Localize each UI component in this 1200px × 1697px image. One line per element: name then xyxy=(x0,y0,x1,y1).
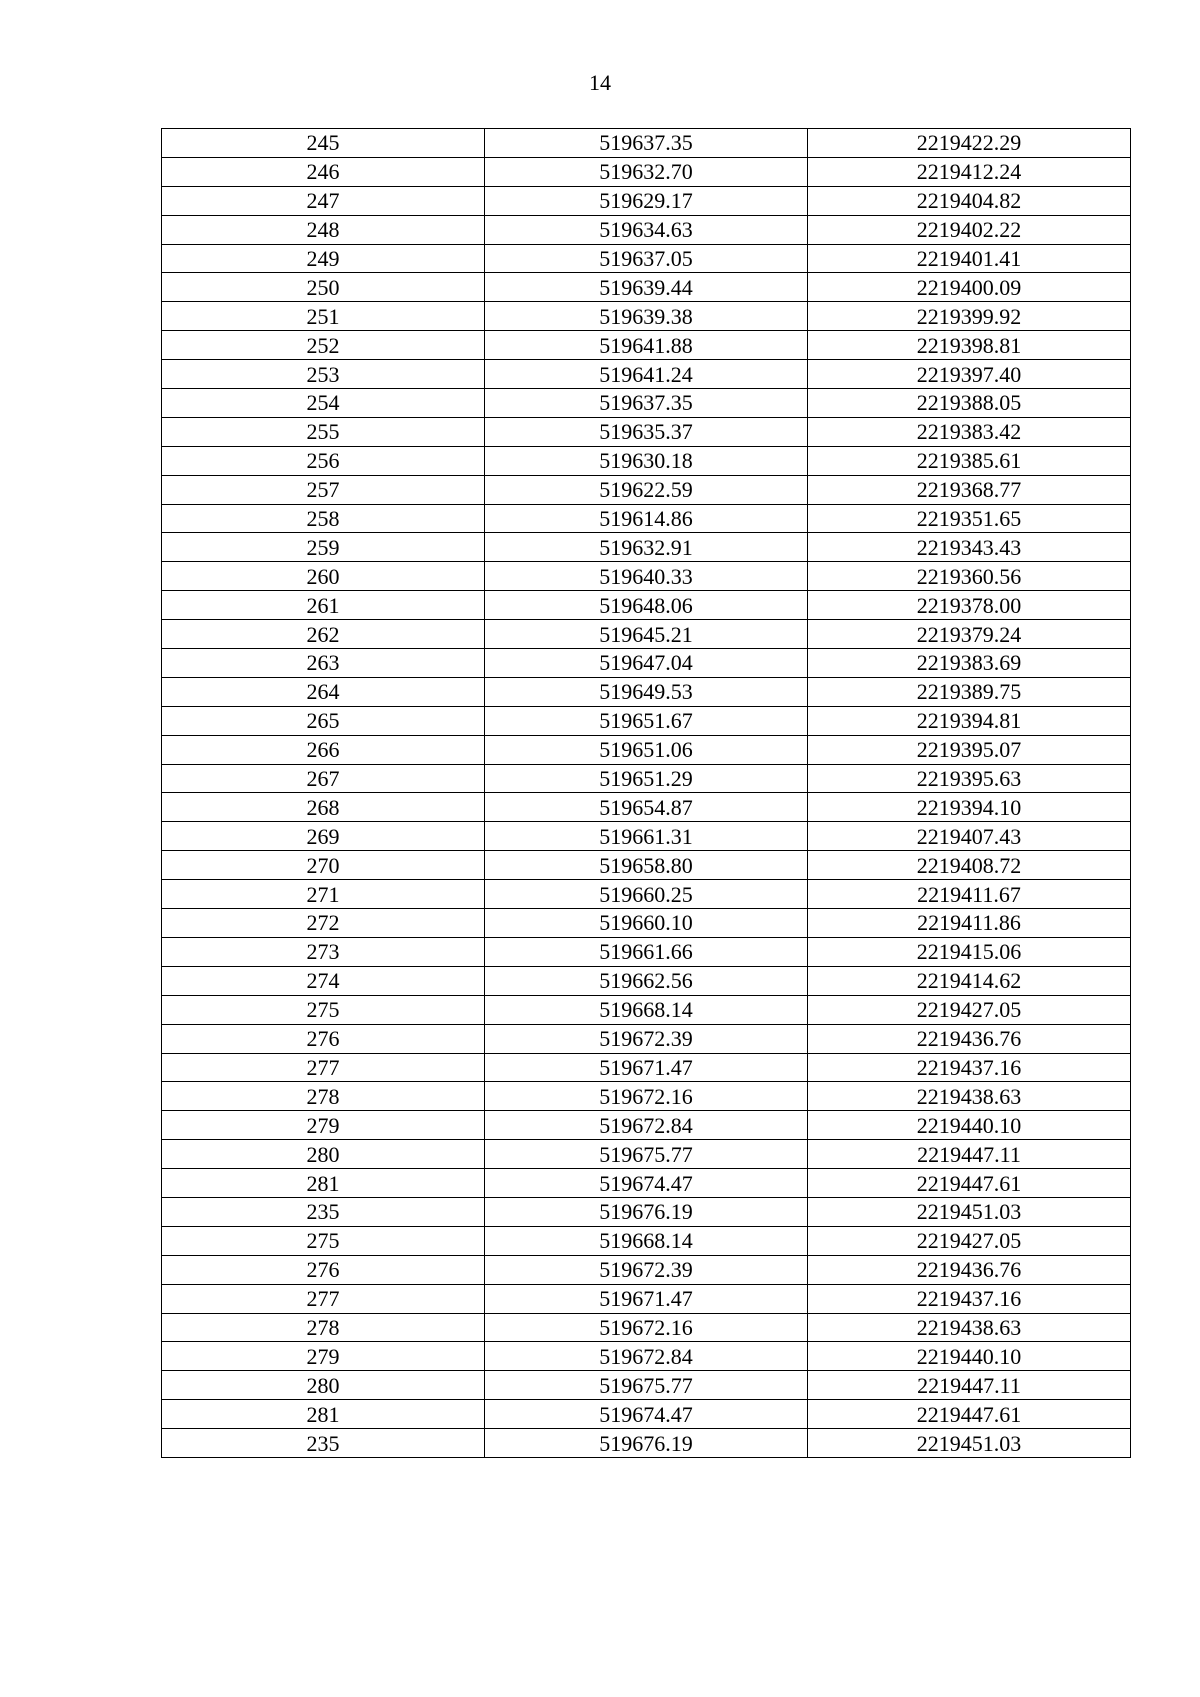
point-number-cell: 246 xyxy=(162,157,485,186)
table-row xyxy=(162,706,1131,735)
table-row xyxy=(162,735,1131,764)
y-coordinate-cell: 2219385.61 xyxy=(808,446,1131,475)
y-coordinate-cell: 2219447.61 xyxy=(808,1400,1131,1429)
point-number-cell: 264 xyxy=(162,677,485,706)
x-coordinate-cell: 519676.19 xyxy=(485,1197,808,1226)
point-number-cell: 270 xyxy=(162,851,485,880)
y-coordinate-cell: 2219437.16 xyxy=(808,1053,1131,1082)
point-number-cell: 257 xyxy=(162,475,485,504)
table-row xyxy=(162,273,1131,302)
table-row xyxy=(162,1024,1131,1053)
table-row xyxy=(162,822,1131,851)
x-coordinate-cell: 519648.06 xyxy=(485,591,808,620)
x-coordinate-cell: 519662.56 xyxy=(485,966,808,995)
x-coordinate-cell: 519672.39 xyxy=(485,1255,808,1284)
y-coordinate-cell: 2219394.10 xyxy=(808,793,1131,822)
table-row xyxy=(162,966,1131,995)
point-number-cell: 281 xyxy=(162,1400,485,1429)
y-coordinate-cell: 2219440.10 xyxy=(808,1111,1131,1140)
x-coordinate-cell: 519629.17 xyxy=(485,186,808,215)
point-number-cell: 249 xyxy=(162,244,485,273)
y-coordinate-cell: 2219412.24 xyxy=(808,157,1131,186)
table-row xyxy=(162,1313,1131,1342)
table-row xyxy=(162,562,1131,591)
x-coordinate-cell: 519630.18 xyxy=(485,446,808,475)
point-number-cell: 274 xyxy=(162,966,485,995)
table-row xyxy=(162,649,1131,678)
y-coordinate-cell: 2219451.03 xyxy=(808,1197,1131,1226)
y-coordinate-cell: 2219343.43 xyxy=(808,533,1131,562)
y-coordinate-cell: 2219360.56 xyxy=(808,562,1131,591)
point-number-cell: 259 xyxy=(162,533,485,562)
x-coordinate-cell: 519672.16 xyxy=(485,1313,808,1342)
y-coordinate-cell: 2219399.92 xyxy=(808,302,1131,331)
coordinates-table-body xyxy=(162,129,1131,1458)
y-coordinate-cell: 2219427.05 xyxy=(808,1226,1131,1255)
point-number-cell: 267 xyxy=(162,764,485,793)
y-coordinate-cell: 2219397.40 xyxy=(808,360,1131,389)
point-number-cell: 281 xyxy=(162,1169,485,1198)
point-number-cell: 277 xyxy=(162,1284,485,1313)
point-number-cell: 253 xyxy=(162,360,485,389)
point-number-cell: 266 xyxy=(162,735,485,764)
point-number-cell: 258 xyxy=(162,504,485,533)
y-coordinate-cell: 2219394.81 xyxy=(808,706,1131,735)
x-coordinate-cell: 519675.77 xyxy=(485,1140,808,1169)
x-coordinate-cell: 519635.37 xyxy=(485,417,808,446)
table-row xyxy=(162,1140,1131,1169)
y-coordinate-cell: 2219438.63 xyxy=(808,1082,1131,1111)
table-row xyxy=(162,793,1131,822)
table-row xyxy=(162,1400,1131,1429)
table-row xyxy=(162,1197,1131,1226)
point-number-cell: 235 xyxy=(162,1429,485,1458)
table-row xyxy=(162,1284,1131,1313)
y-coordinate-cell: 2219427.05 xyxy=(808,995,1131,1024)
y-coordinate-cell: 2219383.42 xyxy=(808,417,1131,446)
table-row xyxy=(162,360,1131,389)
table-row xyxy=(162,880,1131,909)
x-coordinate-cell: 519674.47 xyxy=(485,1169,808,1198)
y-coordinate-cell: 2219404.82 xyxy=(808,186,1131,215)
x-coordinate-cell: 519622.59 xyxy=(485,475,808,504)
x-coordinate-cell: 519651.29 xyxy=(485,764,808,793)
x-coordinate-cell: 519671.47 xyxy=(485,1053,808,1082)
x-coordinate-cell: 519632.70 xyxy=(485,157,808,186)
x-coordinate-cell: 519672.84 xyxy=(485,1111,808,1140)
y-coordinate-cell: 2219447.11 xyxy=(808,1140,1131,1169)
table-row xyxy=(162,677,1131,706)
table-row xyxy=(162,995,1131,1024)
table-row xyxy=(162,937,1131,966)
x-coordinate-cell: 519660.10 xyxy=(485,909,808,938)
x-coordinate-cell: 519651.67 xyxy=(485,706,808,735)
point-number-cell: 272 xyxy=(162,909,485,938)
x-coordinate-cell: 519641.24 xyxy=(485,360,808,389)
x-coordinate-cell: 519647.04 xyxy=(485,649,808,678)
y-coordinate-cell: 2219422.29 xyxy=(808,129,1131,158)
table-row xyxy=(162,1111,1131,1140)
y-coordinate-cell: 2219395.07 xyxy=(808,735,1131,764)
point-number-cell: 260 xyxy=(162,562,485,591)
y-coordinate-cell: 2219437.16 xyxy=(808,1284,1131,1313)
table-row xyxy=(162,533,1131,562)
table-row xyxy=(162,389,1131,418)
page-number: 14 xyxy=(589,70,611,95)
y-coordinate-cell: 2219436.76 xyxy=(808,1024,1131,1053)
point-number-cell: 265 xyxy=(162,706,485,735)
x-coordinate-cell: 519660.25 xyxy=(485,880,808,909)
y-coordinate-cell: 2219388.05 xyxy=(808,389,1131,418)
table-row xyxy=(162,504,1131,533)
x-coordinate-cell: 519672.84 xyxy=(485,1342,808,1371)
y-coordinate-cell: 2219440.10 xyxy=(808,1342,1131,1371)
table-row xyxy=(162,157,1131,186)
table-row xyxy=(162,1169,1131,1198)
point-number-cell: 275 xyxy=(162,1226,485,1255)
table-row xyxy=(162,302,1131,331)
point-number-cell: 276 xyxy=(162,1255,485,1284)
point-number-cell: 235 xyxy=(162,1197,485,1226)
point-number-cell: 278 xyxy=(162,1313,485,1342)
point-number-cell: 254 xyxy=(162,389,485,418)
table-row xyxy=(162,446,1131,475)
x-coordinate-cell: 519654.87 xyxy=(485,793,808,822)
x-coordinate-cell: 519634.63 xyxy=(485,215,808,244)
y-coordinate-cell: 2219400.09 xyxy=(808,273,1131,302)
x-coordinate-cell: 519651.06 xyxy=(485,735,808,764)
x-coordinate-cell: 519649.53 xyxy=(485,677,808,706)
x-coordinate-cell: 519672.39 xyxy=(485,1024,808,1053)
y-coordinate-cell: 2219408.72 xyxy=(808,851,1131,880)
table-row xyxy=(162,591,1131,620)
x-coordinate-cell: 519645.21 xyxy=(485,620,808,649)
y-coordinate-cell: 2219447.11 xyxy=(808,1371,1131,1400)
point-number-cell: 273 xyxy=(162,937,485,966)
x-coordinate-cell: 519671.47 xyxy=(485,1284,808,1313)
point-number-cell: 279 xyxy=(162,1111,485,1140)
y-coordinate-cell: 2219395.63 xyxy=(808,764,1131,793)
x-coordinate-cell: 519640.33 xyxy=(485,562,808,591)
point-number-cell: 277 xyxy=(162,1053,485,1082)
y-coordinate-cell: 2219411.86 xyxy=(808,909,1131,938)
y-coordinate-cell: 2219411.67 xyxy=(808,880,1131,909)
table-row xyxy=(162,244,1131,273)
table-row xyxy=(162,215,1131,244)
coordinates-table xyxy=(161,128,1131,1458)
table-row xyxy=(162,475,1131,504)
x-coordinate-cell: 519668.14 xyxy=(485,995,808,1024)
table-row xyxy=(162,129,1131,158)
y-coordinate-cell: 2219451.03 xyxy=(808,1429,1131,1458)
table-row xyxy=(162,331,1131,360)
point-number-cell: 278 xyxy=(162,1082,485,1111)
point-number-cell: 279 xyxy=(162,1342,485,1371)
x-coordinate-cell: 519661.31 xyxy=(485,822,808,851)
point-number-cell: 251 xyxy=(162,302,485,331)
x-coordinate-cell: 519637.35 xyxy=(485,389,808,418)
y-coordinate-cell: 2219368.77 xyxy=(808,475,1131,504)
y-coordinate-cell: 2219407.43 xyxy=(808,822,1131,851)
point-number-cell: 276 xyxy=(162,1024,485,1053)
point-number-cell: 256 xyxy=(162,446,485,475)
table-row xyxy=(162,1082,1131,1111)
x-coordinate-cell: 519641.88 xyxy=(485,331,808,360)
table-row xyxy=(162,186,1131,215)
point-number-cell: 275 xyxy=(162,995,485,1024)
table-row xyxy=(162,620,1131,649)
table-row xyxy=(162,1053,1131,1082)
y-coordinate-cell: 2219383.69 xyxy=(808,649,1131,678)
x-coordinate-cell: 519632.91 xyxy=(485,533,808,562)
x-coordinate-cell: 519675.77 xyxy=(485,1371,808,1400)
point-number-cell: 250 xyxy=(162,273,485,302)
point-number-cell: 261 xyxy=(162,591,485,620)
y-coordinate-cell: 2219401.41 xyxy=(808,244,1131,273)
y-coordinate-cell: 2219379.24 xyxy=(808,620,1131,649)
point-number-cell: 280 xyxy=(162,1371,485,1400)
table-row xyxy=(162,417,1131,446)
table-row xyxy=(162,851,1131,880)
y-coordinate-cell: 2219389.75 xyxy=(808,677,1131,706)
point-number-cell: 271 xyxy=(162,880,485,909)
point-number-cell: 262 xyxy=(162,620,485,649)
table-row xyxy=(162,1342,1131,1371)
y-coordinate-cell: 2219436.76 xyxy=(808,1255,1131,1284)
x-coordinate-cell: 519668.14 xyxy=(485,1226,808,1255)
point-number-cell: 255 xyxy=(162,417,485,446)
x-coordinate-cell: 519639.38 xyxy=(485,302,808,331)
y-coordinate-cell: 2219398.81 xyxy=(808,331,1131,360)
table-row xyxy=(162,1226,1131,1255)
y-coordinate-cell: 2219351.65 xyxy=(808,504,1131,533)
y-coordinate-cell: 2219378.00 xyxy=(808,591,1131,620)
y-coordinate-cell: 2219438.63 xyxy=(808,1313,1131,1342)
table-row xyxy=(162,1371,1131,1400)
point-number-cell: 269 xyxy=(162,822,485,851)
x-coordinate-cell: 519639.44 xyxy=(485,273,808,302)
x-coordinate-cell: 519637.05 xyxy=(485,244,808,273)
x-coordinate-cell: 519676.19 xyxy=(485,1429,808,1458)
y-coordinate-cell: 2219414.62 xyxy=(808,966,1131,995)
y-coordinate-cell: 2219402.22 xyxy=(808,215,1131,244)
table-row xyxy=(162,1255,1131,1284)
point-number-cell: 268 xyxy=(162,793,485,822)
point-number-cell: 280 xyxy=(162,1140,485,1169)
point-number-cell: 247 xyxy=(162,186,485,215)
x-coordinate-cell: 519674.47 xyxy=(485,1400,808,1429)
table-row xyxy=(162,1429,1131,1458)
point-number-cell: 245 xyxy=(162,129,485,158)
table-row xyxy=(162,909,1131,938)
table-row xyxy=(162,764,1131,793)
y-coordinate-cell: 2219447.61 xyxy=(808,1169,1131,1198)
x-coordinate-cell: 519661.66 xyxy=(485,937,808,966)
y-coordinate-cell: 2219415.06 xyxy=(808,937,1131,966)
point-number-cell: 263 xyxy=(162,649,485,678)
x-coordinate-cell: 519658.80 xyxy=(485,851,808,880)
point-number-cell: 248 xyxy=(162,215,485,244)
x-coordinate-cell: 519614.86 xyxy=(485,504,808,533)
x-coordinate-cell: 519637.35 xyxy=(485,129,808,158)
x-coordinate-cell: 519672.16 xyxy=(485,1082,808,1111)
point-number-cell: 252 xyxy=(162,331,485,360)
